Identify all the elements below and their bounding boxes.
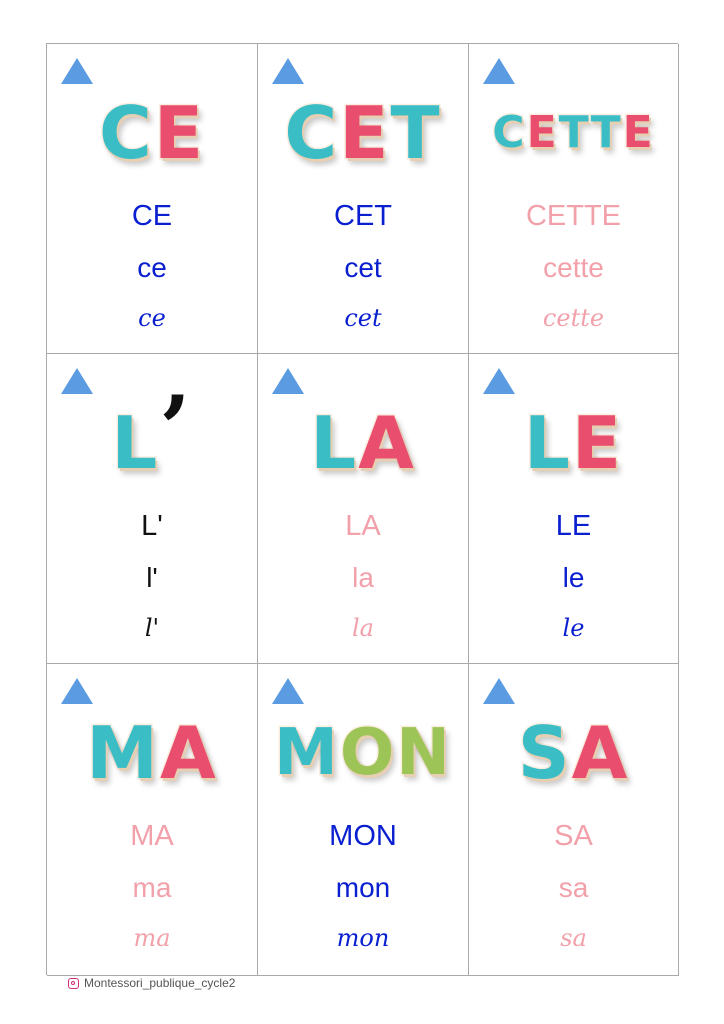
credit-text: Montessori_publique_cycle2 <box>84 976 236 990</box>
word-uppercase: LE <box>555 510 592 542</box>
magnetic-letter: O <box>339 716 397 790</box>
word-cursive: ma <box>133 924 171 952</box>
word-cursive: la <box>352 614 374 642</box>
word-card <box>469 354 679 664</box>
word-cursive: ce <box>138 304 166 332</box>
magnetic-letter: T <box>390 91 442 175</box>
magnetic-letters-word <box>469 88 678 178</box>
triangle-icon <box>272 58 304 84</box>
word-card <box>47 354 258 664</box>
magnetic-letter: C <box>492 107 527 158</box>
magnetic-letters-word <box>258 88 468 178</box>
word-uppercase: MON <box>329 820 397 852</box>
word-uppercase: LA <box>345 510 381 542</box>
magnetic-letter: L <box>310 401 359 485</box>
magnetic-letter: A <box>358 401 416 485</box>
magnetic-letter: N <box>396 716 452 790</box>
word-uppercase: SA <box>554 820 593 852</box>
triangle-icon <box>272 368 304 394</box>
word-lowercase: cet <box>344 252 382 283</box>
triangle-icon <box>272 678 304 704</box>
word-cursive: cet <box>344 304 382 332</box>
triangle-icon <box>61 58 93 84</box>
word-cursive: le <box>562 614 585 642</box>
magnetic-letter: E <box>153 91 206 175</box>
triangle-icon <box>483 678 515 704</box>
word-uppercase: CETTE <box>525 200 622 232</box>
instagram-icon <box>68 978 79 989</box>
magnetic-letter: E <box>622 107 655 158</box>
magnetic-letters-word <box>258 398 468 488</box>
word-card <box>258 354 469 664</box>
magnetic-letters-word <box>469 708 678 798</box>
magnetic-letter: C <box>284 91 340 175</box>
magnetic-letter: A <box>159 711 218 795</box>
word-lowercase: ma <box>132 872 172 903</box>
word-lowercase: cette <box>543 252 604 283</box>
triangle-icon <box>61 368 93 394</box>
word-cursive: sa <box>560 924 587 952</box>
magnetic-letter: M <box>86 711 160 795</box>
triangle-icon <box>483 368 515 394</box>
word-uppercase: CET <box>334 200 392 232</box>
magnetic-letters-word <box>469 398 678 488</box>
card-grid <box>46 43 678 975</box>
word-card <box>47 44 258 354</box>
magnetic-letter: E <box>339 91 391 175</box>
word-lowercase: ce <box>137 252 167 283</box>
triangle-icon <box>61 678 93 704</box>
apostrophe-glyph: ’ <box>159 376 193 482</box>
word-lowercase: mon <box>335 872 391 903</box>
word-card <box>469 664 679 976</box>
magnetic-letter: E <box>571 401 624 485</box>
magnetic-letter: S <box>517 711 572 795</box>
magnetic-letters-word <box>47 708 257 798</box>
word-cursive: cette <box>542 304 605 332</box>
word-uppercase: CE <box>131 200 173 232</box>
word-cursive: l' <box>144 614 160 642</box>
magnetic-letter: L <box>523 401 572 485</box>
magnetic-letter: T <box>590 107 623 158</box>
magnetic-letters-word <box>47 88 257 178</box>
word-uppercase: MA <box>130 820 174 852</box>
triangle-icon <box>483 58 515 84</box>
word-lowercase: sa <box>558 872 589 903</box>
magnetic-letter: E <box>526 107 559 158</box>
word-card <box>47 664 258 976</box>
word-lowercase: la <box>352 562 374 593</box>
word-cursive: mon <box>336 924 390 952</box>
magnetic-letter: M <box>274 716 340 790</box>
magnetic-letter: L <box>111 401 160 485</box>
word-lowercase: l' <box>146 562 158 593</box>
magnetic-letters-word <box>258 708 468 798</box>
word-card <box>258 664 469 976</box>
magnetic-letter: C <box>98 91 154 175</box>
word-card <box>469 44 679 354</box>
word-uppercase: L' <box>141 510 163 542</box>
credit-footer <box>68 976 235 990</box>
magnetic-letter: T <box>558 107 591 158</box>
magnetic-letter: A <box>571 711 630 795</box>
magnetic-letters-word <box>47 376 257 488</box>
word-card <box>258 44 469 354</box>
word-lowercase: le <box>562 562 585 593</box>
